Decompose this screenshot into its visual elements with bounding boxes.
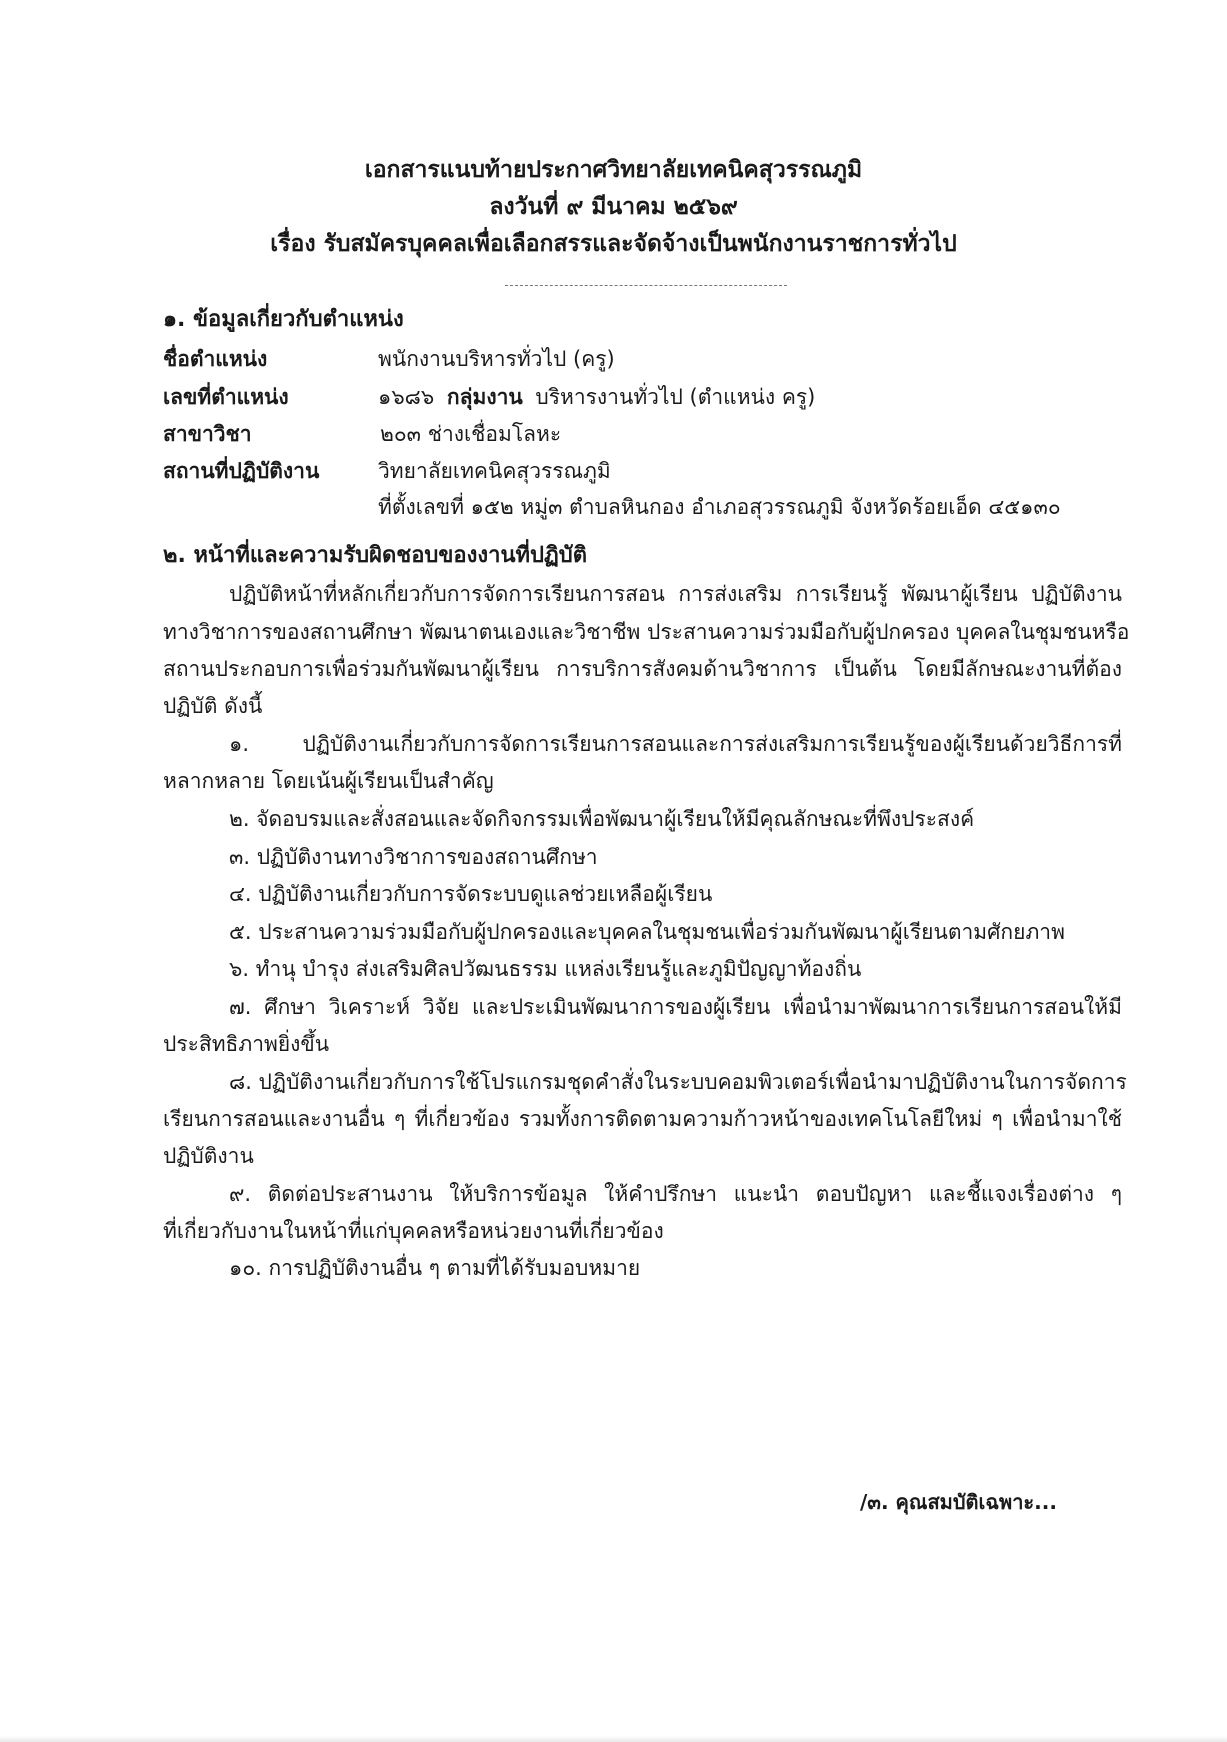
duty-item-1: ๑. ปฏิบัติงานเกี่ยวกับการจัดการเรียนการสอนและการส่งเสริมการเรียนรู้ของผู้เรียนด้วยวิธีการที่ bbox=[229, 732, 1122, 756]
position-number: ๑๖๘๖ bbox=[378, 385, 435, 409]
duty-item-5: ๕. ประสานความร่วมมือกับผู้ปกครองและบุคคลในชุมชนเพื่อร่วมกันพัฒนาผู้เรียนตามศักยภาพ bbox=[229, 920, 1065, 944]
duty-item-6: ๖. ทำนุ บำรุง ส่งเสริมศิลปวัฒนธรรม แหล่งเรียนรู้และภูมิปัญญาท้องถิ่น bbox=[229, 957, 862, 981]
section2-intro-line-3: สถานประกอบการเพื่อร่วมกันพัฒนาผู้เรียน การบริการสังคมด้านวิชาการ เป็นต้น โดยมีลักษณะงานที่ต้อง bbox=[163, 657, 1122, 681]
section2-intro-line-1: ปฏิบัติหน้าที่หลักเกี่ยวกับการจัดการเรียนการสอน การส่งเสริม การเรียนรู้ พัฒนาผู้เรียน ปฏิบัติงาน bbox=[229, 582, 1122, 606]
field-value-position-number bbox=[378, 383, 815, 411]
group-value: บริหารงานทั่วไป (ตำแหน่ง ครู) bbox=[535, 385, 816, 409]
duty-item-9-cont: ที่เกี่ยวกับงานในหน้าที่แก่บุคคลหรือหน่วยงานที่เกี่ยวข้อง bbox=[163, 1219, 664, 1243]
duty-item-4: ๔. ปฏิบัติงานเกี่ยวกับการจัดระบบดูแลช่วยเหลือผู้เรียน bbox=[229, 882, 713, 906]
field-label-workplace: สถานที่ปฏิบัติงาน bbox=[163, 459, 320, 483]
section1-title: ๑. ข้อมูลเกี่ยวกับตำแหน่ง bbox=[163, 307, 404, 332]
field-value-subject: ๒๐๓ ช่างเชื่อมโลหะ bbox=[380, 422, 562, 446]
duty-item-1-cont: หลากหลาย โดยเน้นผู้เรียนเป็นสำคัญ bbox=[163, 769, 494, 793]
duty-item-8-cont: เรียนการสอนและงานอื่น ๆ ที่เกี่ยวข้อง รวมทั้งการติดตามความก้าวหน้าของเทคโนโลยีใหม่ ๆ เพื่อนำมาใช้ bbox=[163, 1107, 1122, 1131]
header-title: เอกสารแนบท้ายประกาศวิทยาลัยเทคนิคสุวรรณภูมิ bbox=[364, 157, 863, 183]
duty-item-8-cont-2: ปฏิบัติงาน bbox=[163, 1144, 254, 1168]
duty-item-7: ๗. ศึกษา วิเคราะห์ วิจัย และประเมินพัฒนาการของผู้เรียน เพื่อนำมาพัฒนาการเรียนการสอนให้มี bbox=[229, 995, 1122, 1019]
duty-item-8: ๘. ปฏิบัติงานเกี่ยวกับการใช้โปรแกรมชุดคำสั่งในระบบคอมพิวเตอร์เพื่อนำมาปฏิบัติงานในการจัดการ bbox=[229, 1070, 1127, 1094]
duty-item-9: ๙. ติดต่อประสานงาน ให้บริการข้อมูล ให้คำปรึกษา แนะนำ ตอบปัญหา และชี้แจงเรื่องต่าง ๆ bbox=[229, 1182, 1122, 1206]
section2-intro-line-2: ทางวิชาการของสถานศึกษา พัฒนาตนเองและวิชาชีพ ประสานความร่วมมือกับผู้ปกครอง บุคคลในชุมชนหรือ bbox=[163, 620, 1130, 644]
scan-edge bbox=[0, 1736, 1227, 1742]
field-value-workplace: วิทยาลัยเทคนิคสุวรรณภูมิ bbox=[378, 459, 611, 483]
field-label-subject: สาขาวิชา bbox=[163, 422, 252, 446]
duty-item-3: ๓. ปฏิบัติงานทางวิชาการของสถานศึกษา bbox=[229, 845, 598, 869]
section2-intro-line-4: ปฏิบัติ ดังนี้ bbox=[163, 694, 263, 718]
group-label: กลุ่มงาน bbox=[446, 385, 523, 409]
field-value-workplace-address: ที่ตั้งเลขที่ ๑๕๒ หมู่๓ ตำบลหินกอง อำเภอสุวรรณภูมิ จังหวัดร้อยเอ็ด ๔๕๑๓๐ bbox=[378, 495, 1061, 519]
section2-title: ๒. หน้าที่และความรับผิดชอบของงานที่ปฏิบัติ bbox=[163, 543, 588, 568]
page-continuation: /๓. คุณสมบัติเฉพาะ... bbox=[860, 1490, 1057, 1514]
header-subject: เรื่อง รับสมัครบุคคลเพื่อเลือกสรรและจัดจ้างเป็นพนักงานราชการทั่วไป bbox=[270, 231, 957, 257]
header-date: ลงวันที่ ๙ มีนาคม ๒๕๖๙ bbox=[489, 194, 738, 220]
document-header bbox=[0, 152, 1227, 263]
duty-item-2: ๒. จัดอบรมและสั่งสอนและจัดกิจกรรมเพื่อพัฒนาผู้เรียนให้มีคุณลักษณะที่พึงประสงค์ bbox=[229, 807, 975, 831]
duty-item-7-cont: ประสิทธิภาพยิ่งขึ้น bbox=[163, 1032, 330, 1056]
field-label-position-name: ชื่อตำแหน่ง bbox=[163, 347, 268, 371]
header-divider bbox=[505, 285, 787, 286]
field-value-position-name: พนักงานบริหารทั่วไป (ครู) bbox=[378, 347, 615, 371]
duty-item-10: ๑๐. การปฏิบัติงานอื่น ๆ ตามที่ได้รับมอบหมาย bbox=[229, 1256, 641, 1280]
field-label-position-number: เลขที่ตำแหน่ง bbox=[163, 385, 289, 409]
